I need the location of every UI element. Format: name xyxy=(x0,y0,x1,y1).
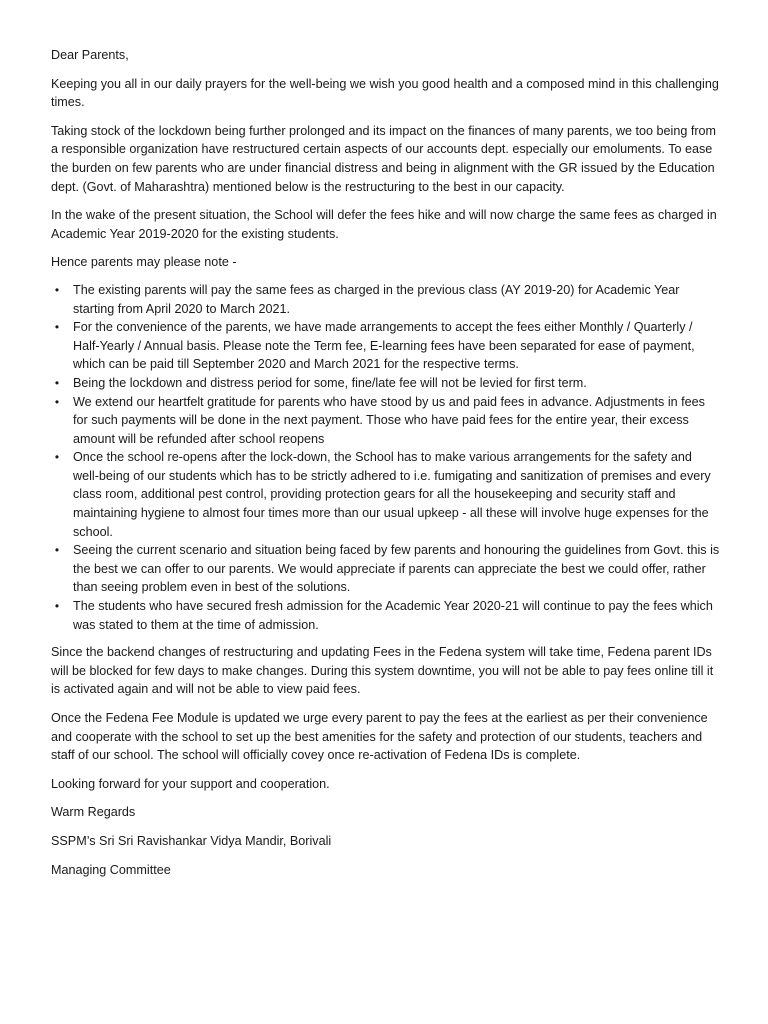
list-item-text: Being the lockdown and distress period for some, fine/late fee will not be levied for first term. xyxy=(73,375,587,390)
school-name: SSPM’s Sri Sri Ravishankar Vidya Mandir, Borivali xyxy=(51,833,332,848)
list-item-text: Once the school re-opens after the lock-down, the School has to make various arrangements for the safety and well-being of our students which has to be strictly adhered to i.e. fumigating and sanitization of premises and every class room, additional pest control, providing protection gears for all the housekeeping and security staff and maintaining hygiene to almost four times more than our usual upkeep - all these will involve huge expenses for the school. xyxy=(73,450,711,539)
bullet-icon: • xyxy=(54,599,60,614)
list-item xyxy=(51,318,721,374)
list-item-text: Seeing the current scenario and situation being faced by few parents and honouring the guidelines from Govt. this is the best we can offer to our parents. We would appreciate if parents can appreciate the best we could offer, rather than seeing problem even in best of the solutions. xyxy=(73,543,720,595)
signatory: Managing Committee xyxy=(51,862,171,877)
list-item-text: For the convenience of the parents, we have made arrangements to accept the fees either Monthly / Quarterly / Half-Yearly / Annual basis. Please note the Term fee, E-learning fees have been separated for ease of payment, which can be paid till September 2020 and March 2021 for the respective terms. xyxy=(73,320,695,372)
list-item xyxy=(51,281,721,318)
bullet-icon: • xyxy=(54,320,60,335)
notes-list xyxy=(51,281,721,634)
salutation: Dear Parents, xyxy=(51,48,129,62)
list-item xyxy=(51,393,721,449)
list-item-text: The students who have secured fresh admission for the Academic Year 2020-21 will continue to pay the fees which was stated to them at the time of admission. xyxy=(73,599,713,632)
intro-paragraph: Keeping you all in our daily prayers for the well-being we wish you good health and a composed mind in this challenging times. xyxy=(51,76,719,110)
closing: Warm Regards xyxy=(51,805,136,820)
fee-defer-paragraph: In the wake of the present situation, the School will defer the fees hike and will now charge the same fees as charged in Academic Year 2019-2020 for the existing students. xyxy=(51,208,717,241)
letter-body xyxy=(51,46,721,889)
bullet-icon: • xyxy=(54,394,60,409)
list-item-text: We extend our heartfelt gratitude for parents who have stood by us and paid fees in advance. Adjustments in fees for such payments will be done in the next payment. Those who have paid fees for the entire year, their excess amount will be refunded after school reopens xyxy=(73,394,705,446)
list-item-text: The existing parents will pay the same fees as charged in the previous class (AY 2019-20) for Academic Year starting from April 2020 to March 2021. xyxy=(73,282,680,316)
bullet-icon: • xyxy=(54,543,60,558)
support-paragraph: Looking forward for your support and cooperation. xyxy=(51,776,330,791)
fedena-downtime-paragraph: Since the backend changes of restructuring and updating Fees in the Fedena system will take time, Fedena parent IDs will be blocked for few days to make changes. During this system downtime, you will not be able to pay fees online till it is activated again and will not be able to view paid fees. xyxy=(51,645,714,697)
bullet-icon: • xyxy=(54,375,60,390)
bullet-icon: • xyxy=(54,282,60,297)
list-item xyxy=(51,541,721,597)
note-lead-in: Hence parents may please note - xyxy=(51,255,237,270)
list-item xyxy=(51,374,721,393)
list-item xyxy=(51,448,721,541)
restructuring-paragraph: Taking stock of the lockdown being further prolonged and its impact on the finances of many parents, we too being from a responsible organization have restructured certain aspects of our accounts dept. especially our emoluments. To ease the burden on few parents who are under financial distress and being in alignment with the GR issued by the Education dept. (Govt. of Maharashtra) mentioned below is the restructuring to the best in our capacity. xyxy=(51,123,717,194)
list-item xyxy=(51,597,721,634)
fedena-update-paragraph: Once the Fedena Fee Module is updated we urge every parent to pay the fees at the earliest as per their convenience and cooperate with the school to set up the best amenities for the safety and protection of our students, teachers and staff of our school. The school will officially covey once re-activation of Fedena IDs is complete. xyxy=(51,711,708,763)
bullet-icon: • xyxy=(54,450,60,465)
